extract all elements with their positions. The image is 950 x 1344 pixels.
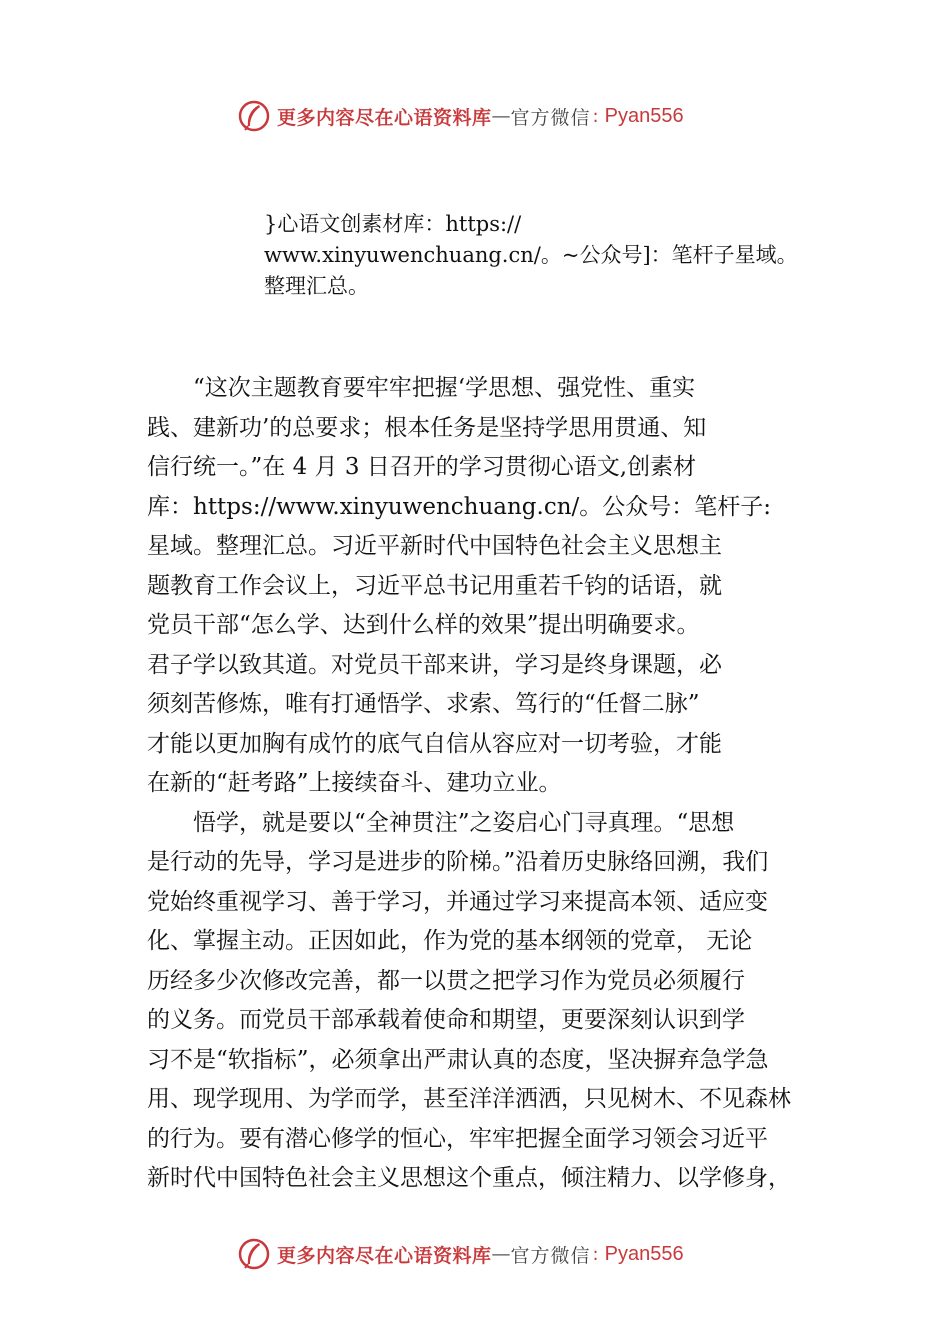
body-line: 才能以更加胸有成竹的底气自信从容应对一切考验，才能 — [147, 730, 722, 757]
header-banner — [237, 96, 757, 136]
intro-line: }心语文创素材库：https:// — [264, 212, 522, 236]
article-body — [147, 369, 827, 1199]
intro-line: 整理汇总。 — [264, 274, 369, 298]
body-line: 库：https://www.xinyuwenchuang.cn/。公众号：笔杆子: — [147, 493, 772, 520]
intro-note — [264, 209, 864, 302]
body-line: 历经多少次修改完善，都一以贯之把学习作为党员必须履行 — [147, 967, 745, 994]
banner-account: Pyan556 — [604, 104, 684, 127]
body-line: 星域。整理汇总。习近平新时代中国特色社会主义思想主 — [147, 533, 722, 559]
body-line: 化、掌握主动。正因如此，作为党的基本纲领的党章， 无论 — [147, 928, 753, 954]
footer-banner — [237, 1234, 757, 1274]
banner-brand: 更多内容尽在心语资料库 — [277, 1244, 492, 1267]
banner-colon: : — [592, 105, 599, 127]
body-line: 在新的“赶考路”上接续奋斗、建功立业。 — [147, 770, 562, 796]
banner-brand: 更多内容尽在心语资料库 — [277, 106, 492, 129]
banner-account: Pyan556 — [604, 1242, 684, 1265]
body-line: 的行为。要有潜心修学的恒心，牢牢把握全面学习领会习近平 — [147, 1125, 768, 1152]
body-line: “这次主题教育要牢牢把握‘学思想、强党性、重实 — [193, 375, 696, 401]
body-line: 践、建新功’的总要求；根本任务是坚持学思用贯通、知 — [147, 414, 707, 441]
banner-separator: — — [491, 105, 511, 127]
body-line: 须刻苦修炼，唯有打通悟学、求索、笃行的“任督二脉” — [147, 691, 700, 717]
body-line: 用、现学现用、为学而学，甚至洋洋洒洒，只见树木、不见森林 — [147, 1086, 791, 1112]
body-line: 题教育工作会议上，习近平总书记用重若千钧的话语，就 — [147, 572, 722, 599]
banner-wechat-label: 官方微信 — [510, 106, 591, 129]
quill-pen-icon — [237, 99, 271, 133]
body-line: 新时代中国特色社会主义思想这个重点，倾注精力、以学修身， — [147, 1165, 791, 1191]
quill-pen-icon — [237, 1237, 271, 1271]
body-line: 君子学以致其道。对党员干部来讲，学习是终身课题，必 — [147, 651, 722, 678]
body-line: 习不是“软指标”，必须拿出严肃认真的态度，坚决摒弃急学急 — [147, 1046, 769, 1073]
body-line: 信行统一。”在 4 月 3 日召开的学习贯彻心语文,创素材 — [147, 454, 697, 480]
intro-line: www.xinyuwenchuang.cn/。~公众号]：笔杆子星域。 — [264, 243, 798, 267]
banner-separator: — — [491, 1243, 511, 1265]
body-line: 悟学，就是要以“全神贯注”之姿启心门寻真理。“思想 — [193, 809, 735, 836]
banner-colon: : — [592, 1243, 599, 1265]
body-line: 党员干部“怎么学、达到什么样的效果”提出明确要求。 — [147, 612, 700, 638]
banner-wechat-label: 官方微信 — [510, 1244, 591, 1267]
body-line: 的义务。而党员干部承载着使命和期望，更要深刻认识到学 — [147, 1007, 745, 1033]
body-line: 是行动的先导，学习是进步的阶梯。”沿着历史脉络回溯，我们 — [147, 849, 769, 875]
body-line: 党始终重视学习、善于学习，并通过学习来提高本领、适应变 — [147, 888, 768, 915]
